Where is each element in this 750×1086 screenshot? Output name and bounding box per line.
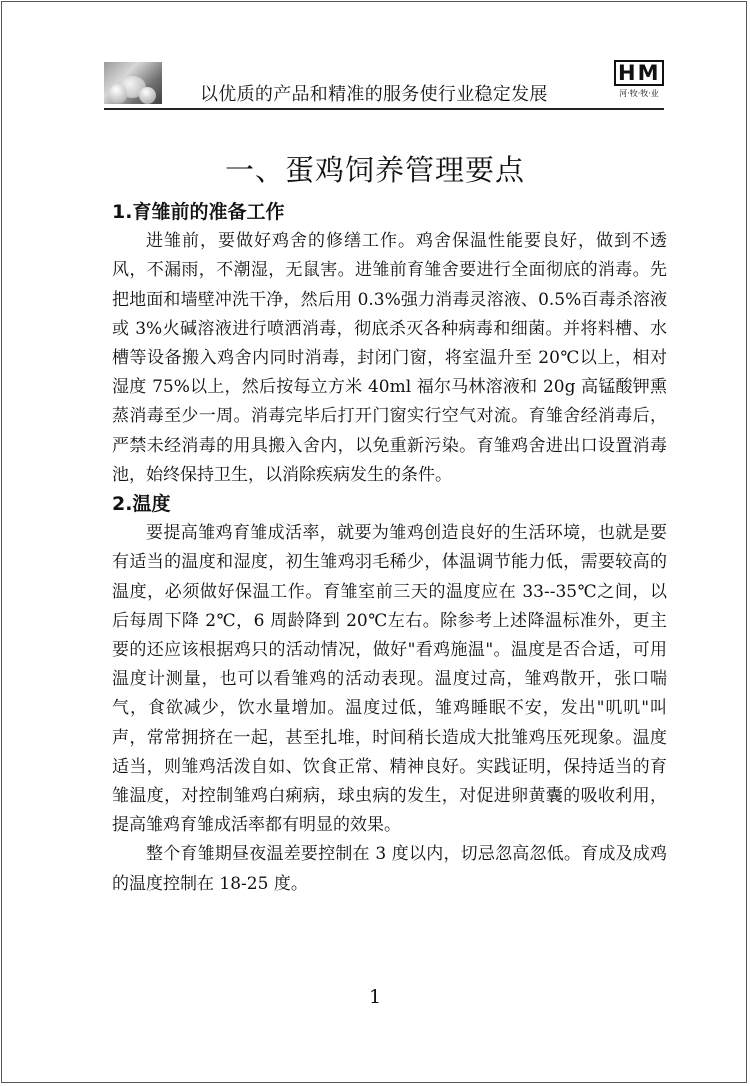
paragraph: 整个育雏期昼夜温差要控制在 3 度以内，切忌忽高忽低。育成及成鸡的温度控制在 18-25 度。	[112, 844, 667, 894]
section-heading: 1.育雏前的准备工作	[112, 201, 285, 223]
egg-image	[109, 84, 127, 104]
company-logo	[614, 60, 664, 99]
header-divider	[104, 108, 664, 110]
page-header	[104, 60, 664, 107]
section-preparation	[112, 198, 667, 490]
page-number: 1	[368, 986, 382, 1008]
header-slogan: 以优质的产品和精准的服务使行业稳定发展	[200, 84, 548, 105]
paragraph: 要提高雏鸡育雏成活率，就要为雏鸡创造良好的生活环境，也就是要有适当的温度和湿度，初生雏鸡羽毛稀少，体温调节能力低，需要较高的温度，必须做好保温工作。育雏室前三天的温度应在 33--35℃之间，以后每周下降 2℃，6 周龄降到 20℃左右。除参考上述降温标准外，更主要的还应该根据鸡只的活动情况，做好"看鸡施温"。温度是否合适，可用温度计测量，也可以看雏鸡的活动表现。温度过高，雏鸡散开，张口喘气，食欲减少，饮水量增加。温度过低，雏鸡睡眠不安，发出"叽叽"叫声，常常拥挤在一起，甚至扎堆，时间稍长造成大批雏鸡压死现象。温度适当，则雏鸡活泼自如、饮食正常、精神良好。实践证明，保持适当的育雏温度，对控制雏鸡白痢病，球虫病的发生，对促进卵黄囊的吸收利用，提高雏鸡育雏成活率都有明显的效果。	[112, 523, 667, 836]
document-body	[112, 198, 667, 899]
paragraph: 进雏前，要做好鸡舍的修缮工作。鸡舍保温性能要良好，做到不透风，不漏雨，不潮湿，无鼠害。进雏前育雏舍要进行全面彻底的消毒。先把地面和墙壁冲洗干净，然后用 0.3%强力消毒灵溶液、0.5%百毒杀溶液或 3%火碱溶液进行喷洒消毒，彻底杀灭各种病毒和细菌。并将料槽、水槽等设备搬入鸡舍内同时消毒，封闭门窗，将室温升至 20℃以上，相对湿度 75%以上，然后按每立方米 40ml 福尔马林溶液和 20g 高锰酸钾熏蒸消毒至少一周。消毒完毕后打开门窗实行空气对流。育雏舍经消毒后，严禁未经消毒的用具搬入舍内，以免重新污染。育雏鸡舍进出口设置消毒池，始终保持卫生，以消除疾病发生的条件。	[112, 231, 667, 485]
section-heading: 2.温度	[112, 493, 171, 516]
chick-photo	[104, 62, 162, 104]
egg-image-2	[139, 87, 156, 104]
logo-mark: HM	[614, 60, 664, 86]
section-temperature	[112, 490, 667, 899]
logo-text: 河·牧·牧·业	[619, 89, 659, 98]
page-title: 一、蛋鸡饲养管理要点	[224, 153, 525, 187]
